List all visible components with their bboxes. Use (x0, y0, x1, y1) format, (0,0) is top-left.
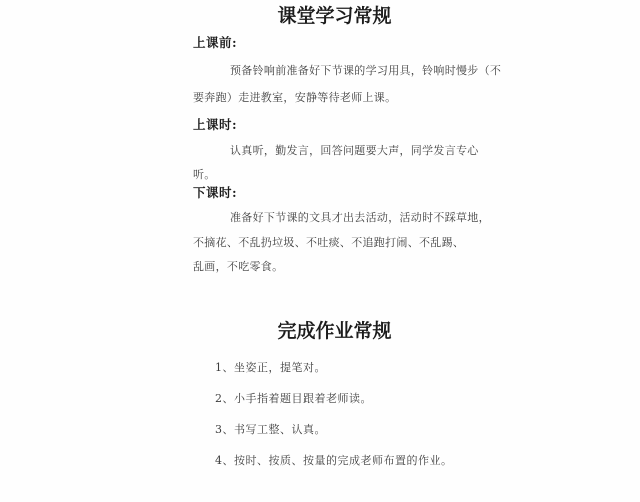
after-class-line-1: 准备好下节课的文具才出去活动，活动时不踩草地， (230, 211, 490, 224)
after-class-line-3: 乱画，不吃零食。 (193, 260, 284, 273)
section-heading-after-class: 下课时: (193, 185, 238, 200)
homework-item-1: 1、坐姿正，提笔对。 (215, 361, 326, 374)
section-heading-before-class: 上课前: (193, 35, 238, 50)
after-class-line-2: 不摘花、不乱扔垃圾、不吐痰、不追跑打闹、不乱踢、 (193, 236, 465, 249)
during-class-line-2: 听。 (193, 168, 216, 181)
classroom-rules-title: 课堂学习常规 (277, 5, 392, 27)
section-heading-during-class: 上课时: (193, 117, 238, 132)
homework-item-4: 4、按时、按质、按量的完成老师布置的作业。 (215, 454, 453, 467)
before-class-line-1: 预备铃响前准备好下节课的学习用具，铃响时慢步（不 (230, 64, 502, 77)
during-class-line-1: 认真听，勤发言，回答问题要大声，同学发言专心 (230, 144, 479, 157)
homework-item-3: 3、书写工整、认真。 (215, 423, 326, 436)
homework-rules-title: 完成作业常规 (277, 320, 392, 342)
homework-item-2: 2、小手指着题目跟着老师读。 (215, 392, 372, 405)
before-class-line-2: 要奔跑）走进教室，安静等待老师上课。 (193, 91, 397, 104)
